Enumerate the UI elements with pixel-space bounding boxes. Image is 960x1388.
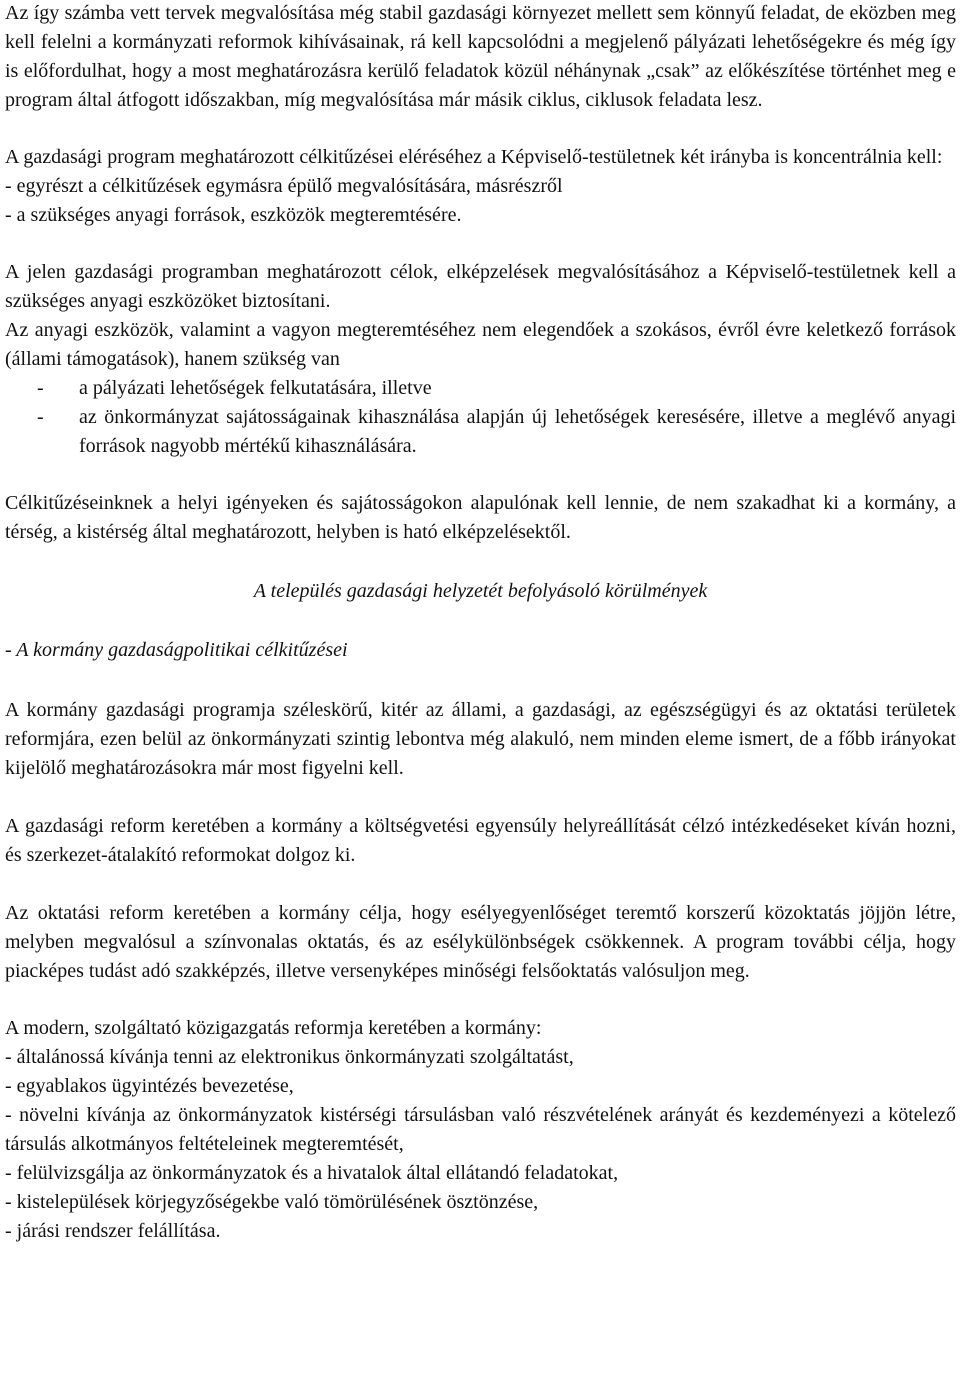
- goals-block: [5, 143, 956, 172]
- means-paragraph: A jelen gazdasági programban meghatározott célok, elképzelések megvalósításához a Képviselő-testületnek kell a szükséges anyagi eszközöket biztosítani.: [5, 261, 956, 312]
- resources-paragraph: Az anyagi eszközök, valamint a vagyon megteremtéséhez nem elegendőek a szokásos, évről évre keletkező források (állami támogatások), hanem szükség van: [5, 319, 956, 370]
- spacer: [5, 606, 956, 634]
- objectives-block: [5, 489, 956, 547]
- goals-line-1: - egyrészt a célkitűzések egymásra épülő megvalósítására, másrészről: [5, 175, 563, 197]
- list-item: [5, 374, 956, 403]
- administration-intro: A modern, szolgáltató közigazgatás reformja keretében a kormány:: [5, 1017, 542, 1039]
- goals-intro-paragraph: A gazdasági program meghatározott célkitűzései eléréséhez a Képviselő-testületnek két irányba is koncentrálnia kell:: [5, 146, 943, 168]
- spacer: [5, 547, 956, 575]
- list-item: [5, 403, 956, 461]
- list-item: - általánossá kívánja tenni az elektronikus önkormányzati szolgáltatást,: [5, 1046, 574, 1068]
- reform-program-paragraph: A kormány gazdasági programja széleskörű, kitér az állami, a gazdasági, az egészségügyi és az oktatási területek reformjára, ezen belül az önkormányzati szintig lebontva még alakuló, nem minden eleme ismert, de a főbb irányokat kijelölő meghatározásokra már most figyelni kell.: [5, 699, 956, 779]
- economic-reform-block: [5, 812, 956, 870]
- dash-marker: -: [37, 377, 44, 399]
- list-item: - egyablakos ügyintézés bevezetése,: [5, 1075, 294, 1097]
- spacer: [5, 783, 956, 812]
- intro-paragraph: Az így számba vett tervek megvalósítása még stabil gazdasági környezet mellett sem könnyű feladat, de eközben meg kell felelni a kormányzati reformok kihívásainak, rá kell kapcsolódni a megjelenő pályázati lehetőségekre és még így is előfordulhat, hogy a most meghatározásra kerülő feladatok közül néhánynak „csak” az előkészítése történhet meg e program által átfogott időszakban, míg megvalósítása már másik ciklus, ciklusok feladata lesz.: [5, 2, 956, 111]
- list-item: - járási rendszer felállítása.: [5, 1220, 221, 1242]
- objectives-paragraph: Célkitűzéseinknek a helyi igényeken és sajátosságokon alapulónak kell lennie, de nem szakadhat ki a kormány, a térség, a kistérség által meghatározott, helyben is ható elképzelésektől.: [5, 492, 956, 543]
- administration-list: [5, 1043, 956, 1246]
- list-item-text: a pályázati lehetőségek felkutatására, illetve: [79, 377, 432, 399]
- list-item: - növelni kívánja az önkormányzatok kistérségi társulásban való részvételének arányát és kezdeményezi a kötelező társulás alkotmányos feltételeinek megteremtését,: [5, 1104, 956, 1155]
- dash-marker: -: [37, 406, 44, 428]
- goals-line-2: - a szükséges anyagi források, eszközök megteremtésére.: [5, 204, 462, 226]
- spacer: [5, 230, 956, 258]
- spacer: [5, 665, 956, 693]
- list-item: - kistelepülések körjegyzőségekbe való tömörülésének ösztönzése,: [5, 1191, 539, 1213]
- economic-reform-paragraph: A gazdasági reform keretében a kormány a költségvetési egyensúly helyreállítását célzó intézkedéseket kíván hozni, és szerkezet-átalakító reformokat dolgoz ki.: [5, 815, 956, 866]
- document-page: [5, 0, 956, 1246]
- subsection-heading: - A kormány gazdaságpolitikai célkitűzései: [5, 639, 348, 661]
- resources-list: [5, 374, 956, 461]
- education-reform-paragraph: Az oktatási reform keretében a kormány célja, hogy esélyegyenlőséget teremtő korszerű közoktatás jöjjön létre, melyben megvalósul a színvonalas oktatás, és az esélykülönbségek csökkennek. A program további célja, hogy piacképes tudást adó szakképzés, illetve versenyképes minőségi felsőoktatás valósuljon meg.: [5, 902, 956, 982]
- list-item: - felülvizsgálja az önkormányzatok és a hivatalok által ellátandó feladatokat,: [5, 1162, 619, 1184]
- section-heading: A település gazdasági helyzetét befolyásoló körülmények: [253, 580, 708, 602]
- spacer: [5, 115, 956, 143]
- spacer: [5, 986, 956, 1014]
- reform-program-block: [5, 696, 956, 783]
- list-item-text: az önkormányzat sajátosságainak kihasználása alapján új lehetőségek keresésére, illetve a meglévő anyagi források nagyobb mértékű kihasználására.: [79, 406, 956, 457]
- spacer: [5, 870, 956, 899]
- spacer: [5, 461, 956, 489]
- education-reform-block: [5, 899, 956, 986]
